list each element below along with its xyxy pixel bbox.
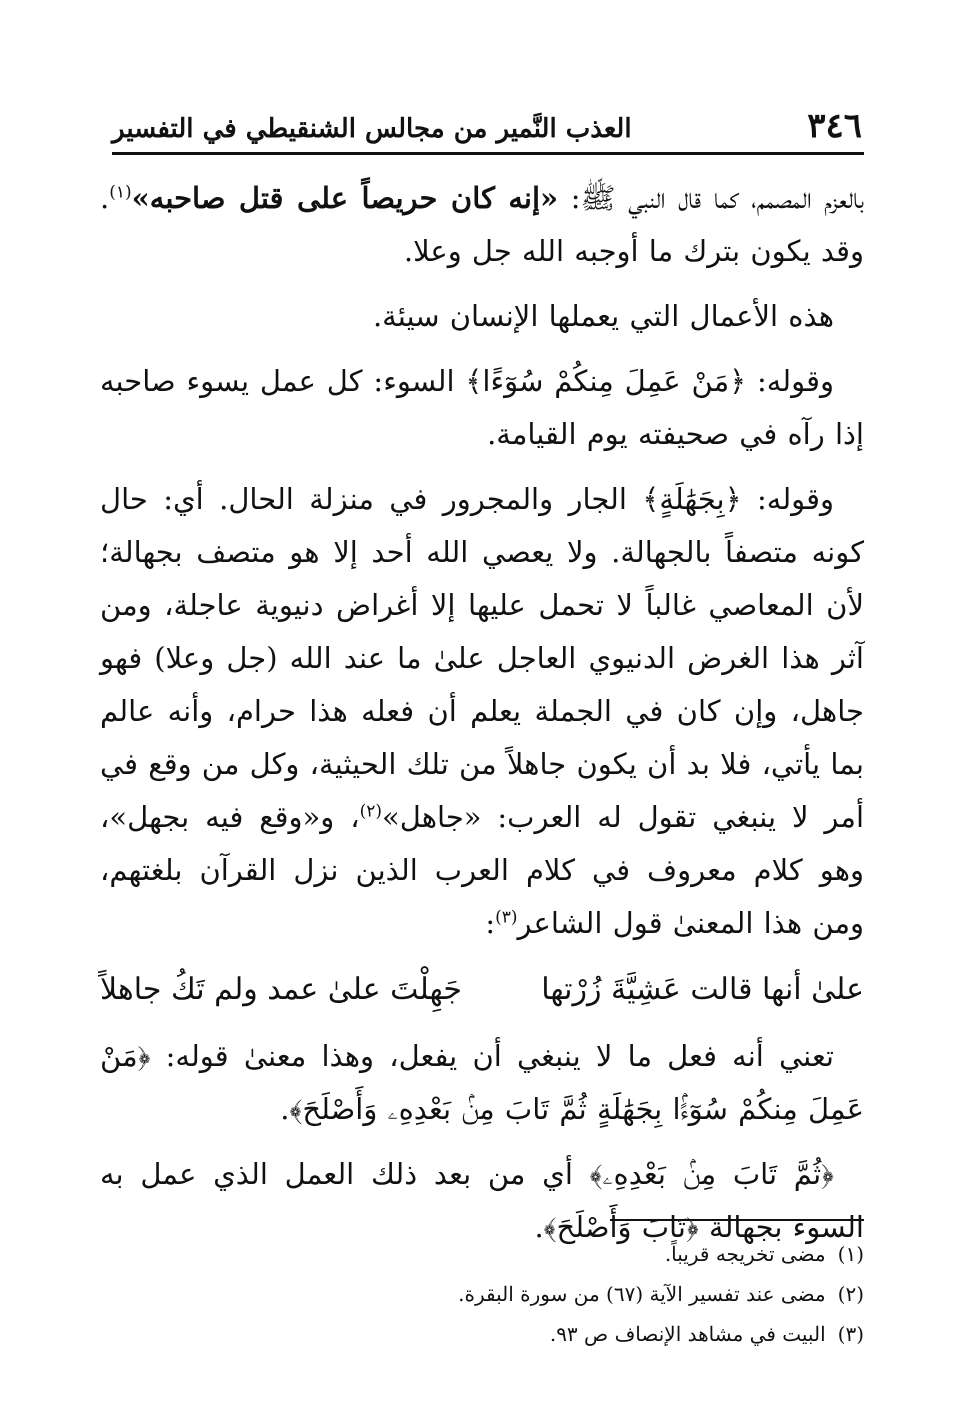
verse-hemistich-right: علىٰ أنها قالت عَشِيَّةَ زُرْتها <box>541 972 864 1007</box>
poetry-verse <box>100 962 864 1018</box>
paragraph-4-text: وقوله: ﴿بِجَهَٰلَةٍ﴾ الجار والمجرور في منزلة الحال. أي: حال كونه متصفاً بالجهالة. ولا يعصي الله أحد إلا هو متصف بجهالة؛ لأن المعاصي غالباً لا تحمل عليها إلا أغراض دنيوية عاجلة، ومن آثر هذا الغرض الدنيوي العاجل علىٰ ما عند الله (جل وعلا) فهو جاهل، وإن كان في الجملة يعلم أن فعله هذا حرام، وأنه عالم بما يأتي، فلا بد أن يكون جاهلاً من تلك الحيثية، وكل من وقع في أمر لا ينبغي تقول له العرب: «جاهل» <box>100 482 865 834</box>
paragraph-5 <box>100 1030 864 1136</box>
footnote-3 <box>164 1314 864 1354</box>
footnote-2 <box>164 1274 864 1314</box>
paragraph-1-text-end: . وقد يكون بترك ما أوجبه الله جل وعلا. <box>100 181 864 268</box>
footnote-2-number: (٢) <box>837 1282 864 1306</box>
footnote-3-number: (٣) <box>837 1322 864 1346</box>
paragraph-3 <box>100 355 864 461</box>
paragraph-2 <box>100 290 864 343</box>
footnotes <box>164 1234 864 1354</box>
paragraph-1-text: بالعزم المصمم، كما قال النبي ﷺ: <box>558 181 864 215</box>
footnote-3-text: البيت في مشاهد الإنصاف ص ٩٣. <box>549 1322 826 1346</box>
paragraph-6-text: ﴿ثُمَّ تَابَ مِنۢ بَعْدِهِۦ﴾ أي من بعد ذلك العمل الذي عمل به السوء بجهالة ﴿تَابَ وَأَصْلَحَ﴾. <box>100 1157 864 1244</box>
footnote-ref-3: (٣) <box>495 907 518 928</box>
verse-hemistich-left: جَهِلْتَ علىٰ عمد ولم تَكُ جاهلاً <box>100 972 462 1007</box>
paragraph-4 <box>100 473 864 950</box>
footnote-divider <box>610 1219 864 1221</box>
hadith-quote: «إنه كان حريصاً على قتل صاحبه» <box>131 181 559 215</box>
paragraph-2-text: هذه الأعمال التي يعملها الإنسان سيئة. <box>372 299 834 333</box>
footnote-2-text: مضى عند تفسير الآية (٦٧) من سورة البقرة. <box>458 1282 826 1306</box>
paragraph-4-text-mid: ، و«وقع فيه بجهل»، وهو كلام معروف في كلام العرب الذين نزل القرآن بلغتهم، ومن هذا المعنىٰ قول الشاعر <box>100 800 864 940</box>
paragraph-3-text: وقوله: ﴿مَنْ عَمِلَ مِنكُمْ سُوٓءًا﴾ السوء: كل عمل يسوء صاحبه إذا رآه في صحيفته يوم القيامة. <box>100 364 864 451</box>
page-number: ٣٤٦ <box>807 106 862 146</box>
footnote-ref-2: (٢) <box>359 801 382 822</box>
footnote-ref-1: (١) <box>109 182 132 203</box>
page-header <box>112 86 864 155</box>
running-title: العذب النَّمير من مجالس الشنقيطي في التفسير <box>112 114 632 144</box>
paragraph-5-text: تعني أنه فعل ما لا ينبغي أن يفعل، وهذا معنىٰ قوله: ﴿مَنْ عَمِلَ مِنكُمْ سُوٓءًۢا بِجَهَٰلَةٍ ثُمَّ تَابَ مِنۢ بَعْدِهِۦ وَأَصْلَحَ﴾. <box>100 1039 864 1126</box>
paragraph-4-text-end: : <box>485 906 496 940</box>
main-text <box>100 172 864 1266</box>
footnote-1-number: (١) <box>837 1242 864 1266</box>
footnote-1-text: مضى تخريجه قريباً. <box>664 1242 826 1266</box>
footnote-1 <box>164 1234 864 1274</box>
paragraph-1 <box>100 172 864 278</box>
